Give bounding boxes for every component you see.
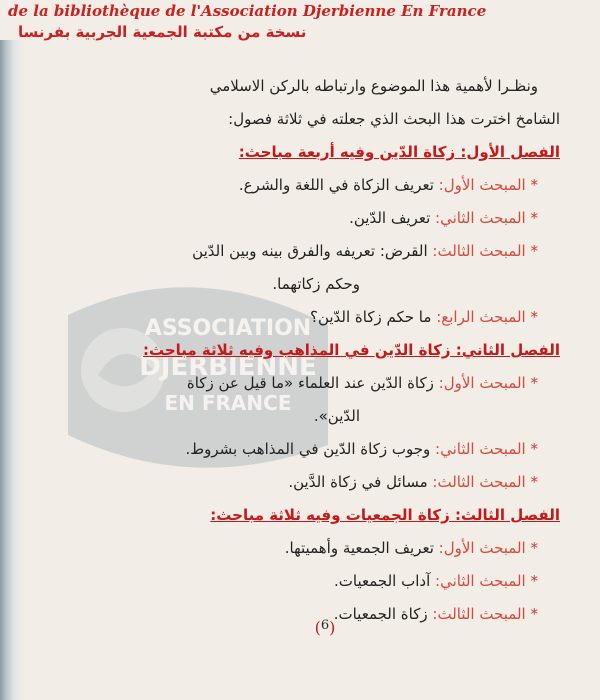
bullet-icon: * bbox=[530, 539, 538, 557]
chapter-2-topic-1-continuation: الدّين». bbox=[313, 407, 360, 425]
table-of-contents bbox=[60, 70, 560, 631]
page-number-value: 6 bbox=[320, 618, 330, 633]
bullet-icon: * bbox=[530, 209, 538, 227]
topic-label: المبحث الأول: bbox=[438, 374, 526, 392]
intro-line-1: ونظـرا لأهمية هذا الموضوع وارتباطه بالركن الاسلامي bbox=[209, 77, 538, 95]
bullet-icon: * bbox=[530, 440, 538, 458]
page-number: ($^6$) bbox=[314, 618, 336, 637]
watermark-line2: DJERBIENNE bbox=[139, 352, 317, 382]
chapter-2-topic-1 bbox=[60, 367, 560, 400]
topic-label: المبحث الأول: bbox=[438, 539, 526, 557]
bullet-icon: * bbox=[530, 374, 538, 392]
chapter-title: الفصل الثاني: زكاة الدّين في المذاهب وفيه ثلاثة مباحث: bbox=[142, 341, 560, 359]
topic-text: آداب الجمعيات. bbox=[334, 572, 431, 590]
topic-label: المبحث الثاني: bbox=[435, 209, 526, 227]
bullet-icon: * bbox=[530, 242, 538, 260]
bullet-icon: * bbox=[530, 572, 538, 590]
bullet-icon: * bbox=[530, 308, 538, 326]
chapter-2-title bbox=[60, 334, 560, 367]
page-binding-edge bbox=[0, 40, 22, 700]
topic-label: المبحث الرابع: bbox=[436, 308, 526, 326]
chapter-3-topic-2 bbox=[60, 565, 560, 598]
topic-text: تعريف الدّين. bbox=[349, 209, 431, 227]
topic-label: المبحث الثاني: bbox=[435, 572, 526, 590]
topic-text: القرض: تعريفه والفرق بينه وبين الدّين bbox=[192, 242, 428, 260]
chapter-2-topic-3 bbox=[60, 466, 560, 499]
topic-text: تعريف الجمعية وأهميتها. bbox=[284, 539, 434, 557]
topic-label: المبحث الثاني: bbox=[435, 440, 526, 458]
topic-label: المبحث الثالث: bbox=[432, 473, 526, 491]
chapter-3-title bbox=[60, 499, 560, 532]
topic-text: زكاة الدّين عند العلماء «ما قيل عن زكاة bbox=[186, 374, 434, 392]
intro-line-2: الشامخ اخترت هذا البحث الذي جعلته في ثلاثة فصول: bbox=[228, 110, 560, 128]
chapter-2-topic-2 bbox=[60, 433, 560, 466]
topic-text: زكاة الجمعيات. bbox=[333, 605, 428, 623]
chapter-1-topic-2 bbox=[60, 202, 560, 235]
topic-text: ما حكم زكاة الدّين؟ bbox=[309, 308, 432, 326]
bullet-icon: * bbox=[530, 176, 538, 194]
topic-text: وجوب زكاة الدّين في المذاهب بشروط. bbox=[185, 440, 431, 458]
topic-text: مسائل في زكاة الدَّين. bbox=[288, 473, 428, 491]
library-stamp-arabic: نسخة من مكتبة الجمعية الجربية بفرنسا bbox=[18, 23, 307, 41]
chapter-1-topic-4 bbox=[60, 301, 560, 334]
topic-label: المبحث الثالث: bbox=[432, 605, 526, 623]
bullet-icon: * bbox=[530, 473, 538, 491]
topic-label: المبحث الأول: bbox=[438, 176, 526, 194]
chapter-title: الفصل الأول: زكاة الدّين وفيه أربعة مباحث: bbox=[238, 143, 560, 161]
chapter-1-title bbox=[60, 136, 560, 169]
topic-text: تعريف الزكاة في اللغة والشرع. bbox=[238, 176, 434, 194]
chapter-1-topic-1 bbox=[60, 169, 560, 202]
watermark-line3: EN FRANCE bbox=[164, 391, 292, 415]
chapter-title: الفصل الثالث: زكاة الجمعيات وفيه ثلاثة مباحث: bbox=[210, 506, 560, 524]
bullet-icon: * bbox=[530, 605, 538, 623]
chapter-3-topic-1 bbox=[60, 532, 560, 565]
library-stamp-latin: de la bibliothèque de l'Association Djerbienne En France bbox=[8, 2, 487, 20]
watermark-line1: ASSOCIATION bbox=[144, 316, 312, 341]
chapter-1-topic-3-continuation: وحكم زكاتهما. bbox=[272, 275, 360, 293]
topic-label: المبحث الثالث: bbox=[432, 242, 526, 260]
chapter-1-topic-3 bbox=[60, 235, 560, 268]
